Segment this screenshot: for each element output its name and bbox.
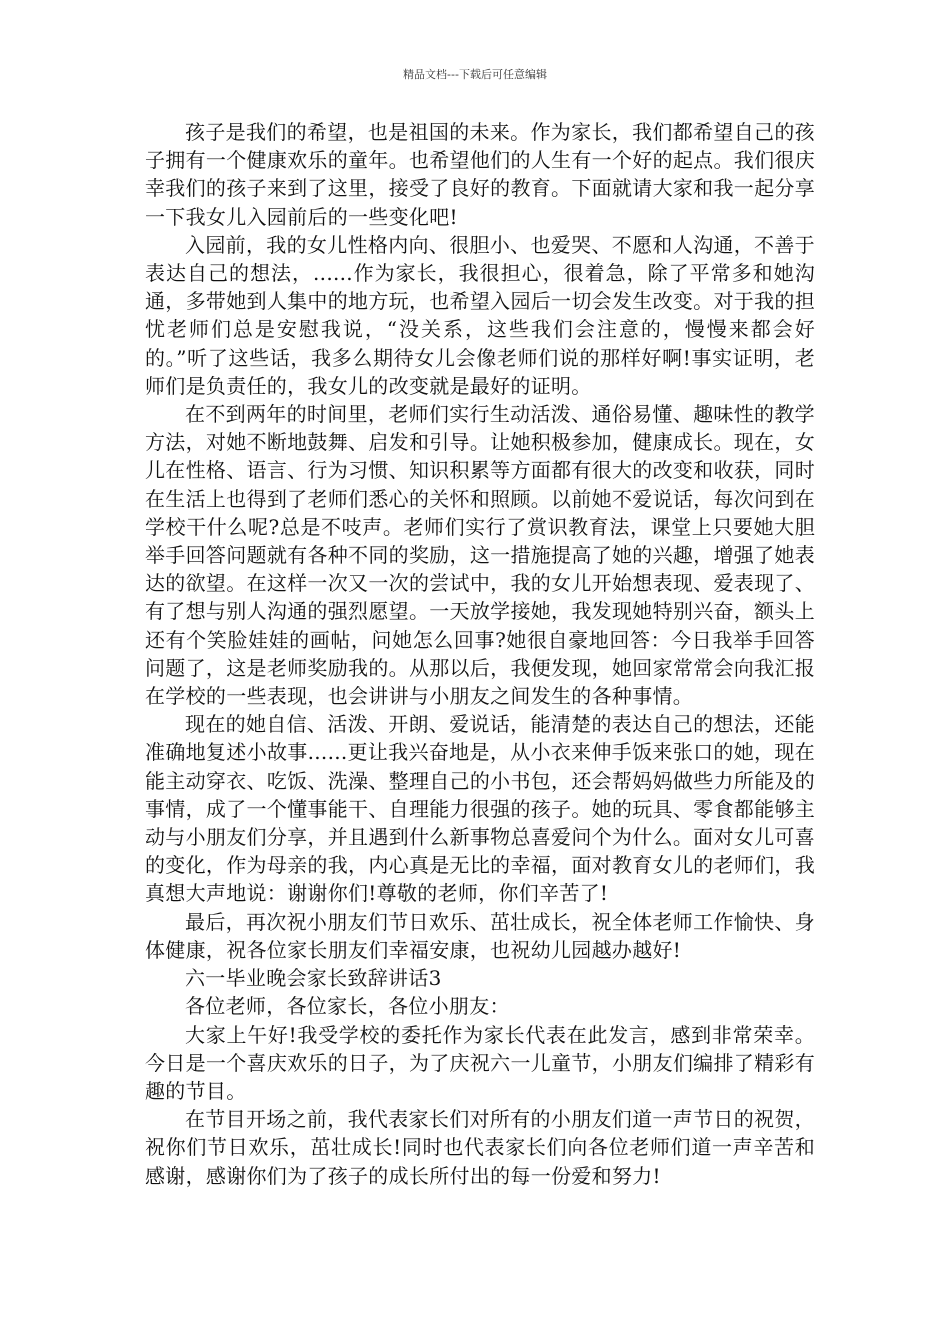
page-header: 精品文档---下载后可任意编辑	[403, 68, 547, 81]
paragraph-speech-thanks: 在节目开场之前，我代表家长们对所有的小朋友们道一声节日的祝贺，祝你们节日欢乐，茁壮成长!同时也代表家长们向各位老师们道一声辛苦和感谢，感谢你们为了孩子的成长所付出的每一份爱和努力!	[145, 1107, 815, 1188]
paragraph-now: 现在的她自信、活泼、开朗、爱说话，能清楚的表达自己的想法，还能准确地复述小故事......更让我兴奋地是，从小衣来伸手饭来张口的她，现在能主动穿衣、吃饭、洗澡、整理自己的小书包，还会帮妈妈做些力所能及的事情，成了一个懂事能干、自理能力很强的孩子。她的玩具、零食都能够主动与小朋友们分享，并且遇到什么新事物总喜爱问个为什么。面对女儿可喜的变化，作为母亲的我，内心真是无比的幸福，面对教育女儿的老师们，我真想大声地说：谢谢你们!尊敬的老师，你们辛苦了!	[145, 712, 815, 906]
section-title: 六一毕业晚会家长致辞讲话3	[185, 966, 442, 991]
paragraph-before-kindergarten: 入园前，我的女儿性格内向、很胆小、也爱哭、不愿和人沟通，不善于表达自己的想法，......作为家长，我很担心，很着急，除了平常多和她沟通，多带她到人集中的地方玩，也希望入园后一切会发生改变。对于我的担忧老师们总是安慰我说，“没关系，这些我们会注意的，慢慢来都会好的。”听了这些话，我多么期待女儿会像老师们说的那样好啊!事实证明，老师们是负责任的，我女儿的改变就是最好的证明。	[145, 232, 815, 398]
document-body	[145, 118, 815, 1190]
paragraph-speech-opening: 大家上午好!我受学校的委托作为家长代表在此发言，感到非常荣幸。今日是一个喜庆欢乐的日子，为了庆祝六一儿童节，小朋友们编排了精彩有趣的节目。	[145, 1022, 815, 1103]
paragraph-two-years: 在不到两年的时间里，老师们实行生动活泼、通俗易懂、趣味性的教学方法，对她不断地鼓舞、启发和引导。让她积极参加，健康成长。现在，女儿在性格、语言、行为习惯、知识积累等方面都有很大的改变和收获，同时在生活上也得到了老师们悉心的关怀和照顾。以前她不爱说话，每次问到在学校干什么呢?总是不吱声。老师们实行了赏识教育法，课堂上只要她大胆举手回答问题就有各种不同的奖励，这一措施提高了她的兴趣，增强了她表达的欲望。在这样一次又一次的尝试中，我的女儿开始想表现、爱表现了、有了想与别人沟通的强烈愿望。一天放学接她，我发现她特别兴奋，额头上还有个笑脸娃娃的画帖，问她怎么回事?她很自豪地回答：今日我举手回答问题了，这是老师奖励我的。从那以后，我便发现，她回家常常会向我汇报在学校的一些表现，也会讲讲与小朋友之间发生的各种事情。	[145, 402, 815, 709]
paragraph-intro: 孩子是我们的希望，也是祖国的未来。作为家长，我们都希望自己的孩子拥有一个健康欢乐的童年。也希望他们的人生有一个好的起点。我们很庆幸我们的孩子来到了这里，接受了良好的教育。下面就请大家和我一起分享一下我女儿入园前后的一些变化吧!	[145, 120, 815, 229]
paragraph-closing: 最后，再次祝小朋友们节日欢乐、茁壮成长，祝全体老师工作愉快、身体健康，祝各位家长朋友们幸福安康，也祝幼儿园越办越好!	[145, 909, 815, 962]
greeting: 各位老师，各位家长，各位小朋友：	[185, 994, 510, 1019]
